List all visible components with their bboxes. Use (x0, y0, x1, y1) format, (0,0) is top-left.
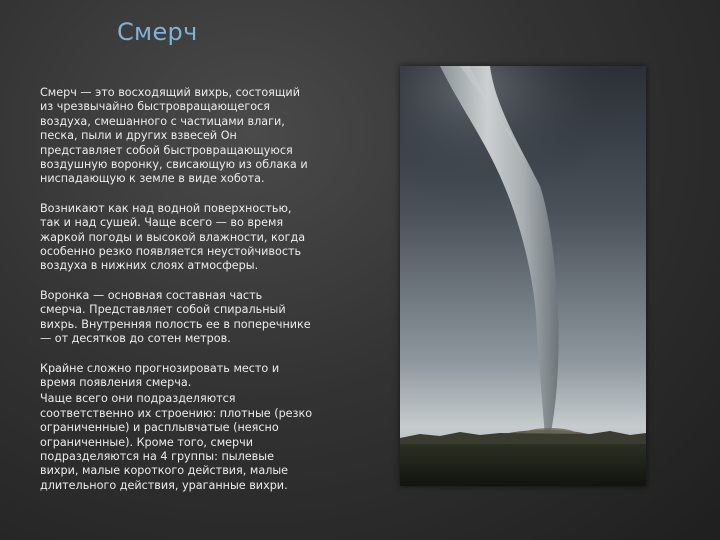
tornado-photo (400, 66, 646, 486)
paragraph-forecast: Крайне сложно прогнозировать место и время появления смерча. (40, 361, 280, 389)
paragraph-classification: Чаще всего они подразделяются соответственно их строению: плотные (резко ограниченные) и расплывчатые (неясно ограниченные). Кроме того, смерчи подразделяются на 4 группы: пылевые вихри, малые короткого действия, малые длительного действия, ураганные вихри. (40, 392, 313, 492)
paragraph-definition: Смерч — это восходящий вихрь, состоящий из чрезвычайно быстровращающегося воздуха, смешанного с частицами влаги, песка, пыли и других взвесей Он представляет собой быстровращающуюся воздушную воронку, свисающую из облака и ниспадающую к земле в виде хобота. (40, 86, 308, 186)
paragraph-occurrence: Возникают как над водной поверхностью, так и над сушей. Чаще всего — во время жаркой погоды и высокой влажности, когда особенно резко появляется неустойчивость воздуха в нижних слоях атмосферы. (40, 201, 306, 273)
slide-text (40, 86, 330, 508)
slide-title: Смерч (117, 18, 198, 46)
paragraph-funnel: Воронка — основная составная часть смерча. Представляет собой спиральный вихрь. Внутренняя полость ее в поперечнике — от десятков до сотен метров. (40, 288, 311, 346)
